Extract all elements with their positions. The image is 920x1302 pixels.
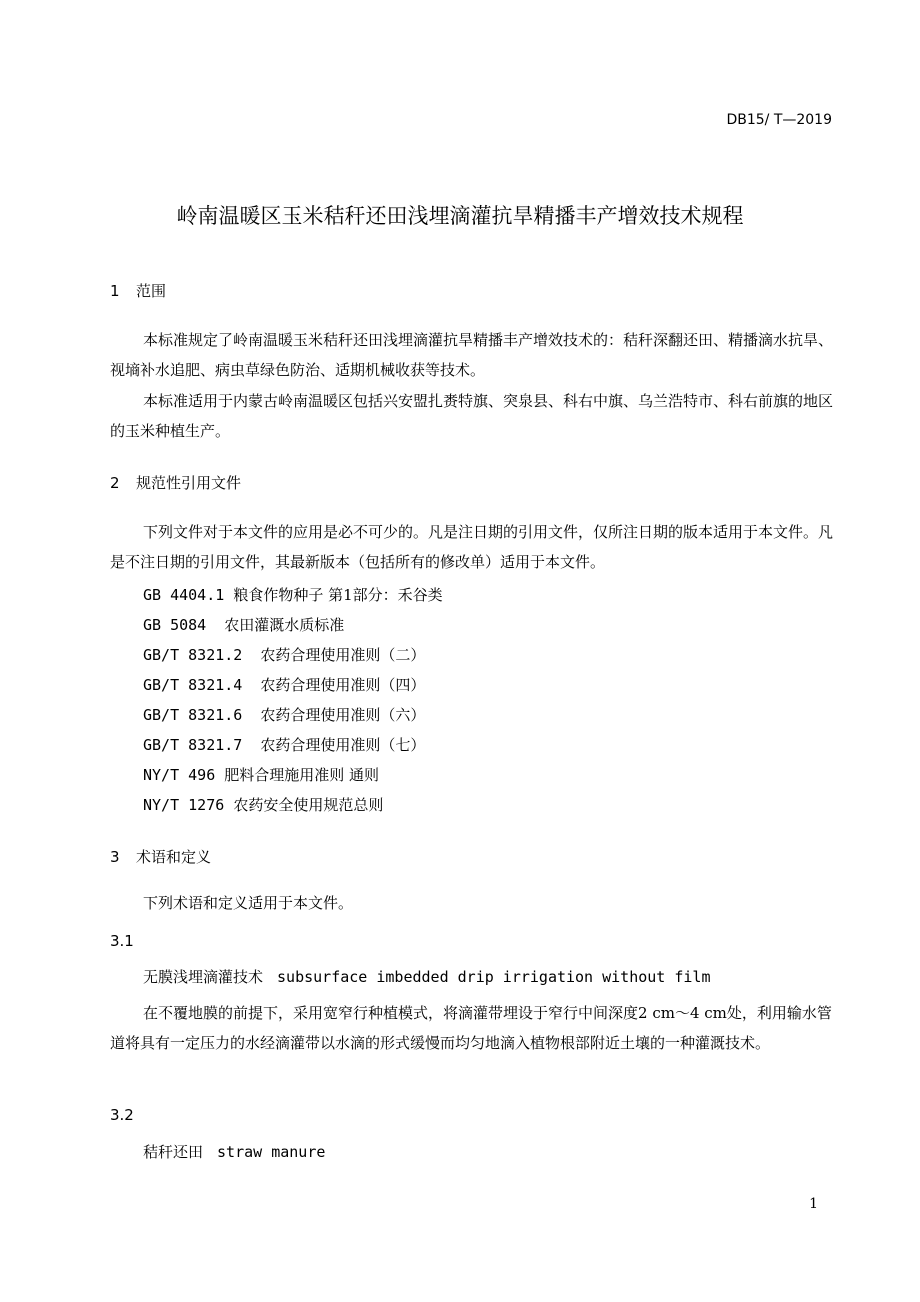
reference-item: GB/T 8321.6 农药合理使用准则（六）: [143, 706, 426, 724]
term-number: 3.1: [110, 932, 134, 950]
section-number: 1: [110, 282, 120, 300]
reference-item: GB 5084 农田灌溉水质标准: [143, 616, 345, 634]
reference-item: GB/T 8321.7 农药合理使用准则（七）: [143, 736, 426, 754]
section-number: 3: [110, 848, 120, 866]
reference-item: NY/T 1276 农药安全使用规范总则: [143, 796, 384, 814]
section-3-heading: [110, 846, 211, 867]
term-english: subsurface imbedded drip irrigation without film: [277, 968, 711, 986]
section-number: 2: [110, 474, 120, 492]
term-number: 3.2: [110, 1106, 134, 1124]
document-code: DB15/ T—2019: [726, 112, 832, 128]
section-2-heading: [110, 472, 241, 493]
section-2-paragraph: 下列文件对于本文件的应用是必不可少的。凡是注日期的引用文件，仅所注日期的版本适用于本文件。凡是不注日期的引用文件，其最新版本（包括所有的修改单）适用于本文件。: [110, 523, 834, 571]
section-title: 范围: [136, 282, 167, 300]
term-heading: [143, 966, 711, 987]
section-title: 术语和定义: [136, 848, 212, 866]
reference-item: GB 4404.1 粮食作物种子 第1部分：禾谷类: [143, 586, 443, 604]
term-heading: [143, 1141, 325, 1162]
section-1-paragraph-2: 本标准适用于内蒙古岭南温暖区包括兴安盟扎赉特旗、突泉县、科右中旗、乌兰浩特市、科右前旗的地区的玉米种植生产。: [110, 392, 834, 440]
reference-item: GB/T 8321.4 农药合理使用准则（四）: [143, 676, 426, 694]
reference-item: NY/T 496 肥料合理施用准则 通则: [143, 766, 380, 784]
term-chinese: 秸秆还田: [143, 1143, 204, 1161]
section-3-paragraph: 下列术语和定义适用于本文件。: [143, 894, 354, 912]
term-english: straw manure: [217, 1143, 326, 1161]
document-title: 岭南温暖区玉米秸秆还田浅埋滴灌抗旱精播丰产增效技术规程: [176, 204, 744, 228]
term-chinese: 无膜浅埋滴灌技术: [143, 968, 264, 986]
section-title: 规范性引用文件: [136, 474, 242, 492]
section-1-paragraph-1: 本标准规定了岭南温暖玉米秸秆还田浅埋滴灌抗旱精播丰产增效技术的：秸秆深翻还田、精播滴水抗旱、视墒补水追肥、病虫草绿色防治、适期机械收获等技术。: [110, 331, 834, 379]
section-1-heading: [110, 280, 166, 301]
reference-item: GB/T 8321.2 农药合理使用准则（二）: [143, 646, 426, 664]
page-number: 1: [809, 1196, 818, 1212]
term-definition: 在不覆地膜的前提下，采用宽窄行种植模式，将滴灌带埋设于窄行中间深度2 cm～4 cm处，利用输水管道将具有一定压力的水经滴灌带以水滴的形式缓慢而均匀地滴入植物根部附近土壤的一种灌溉技术。: [110, 1004, 832, 1052]
